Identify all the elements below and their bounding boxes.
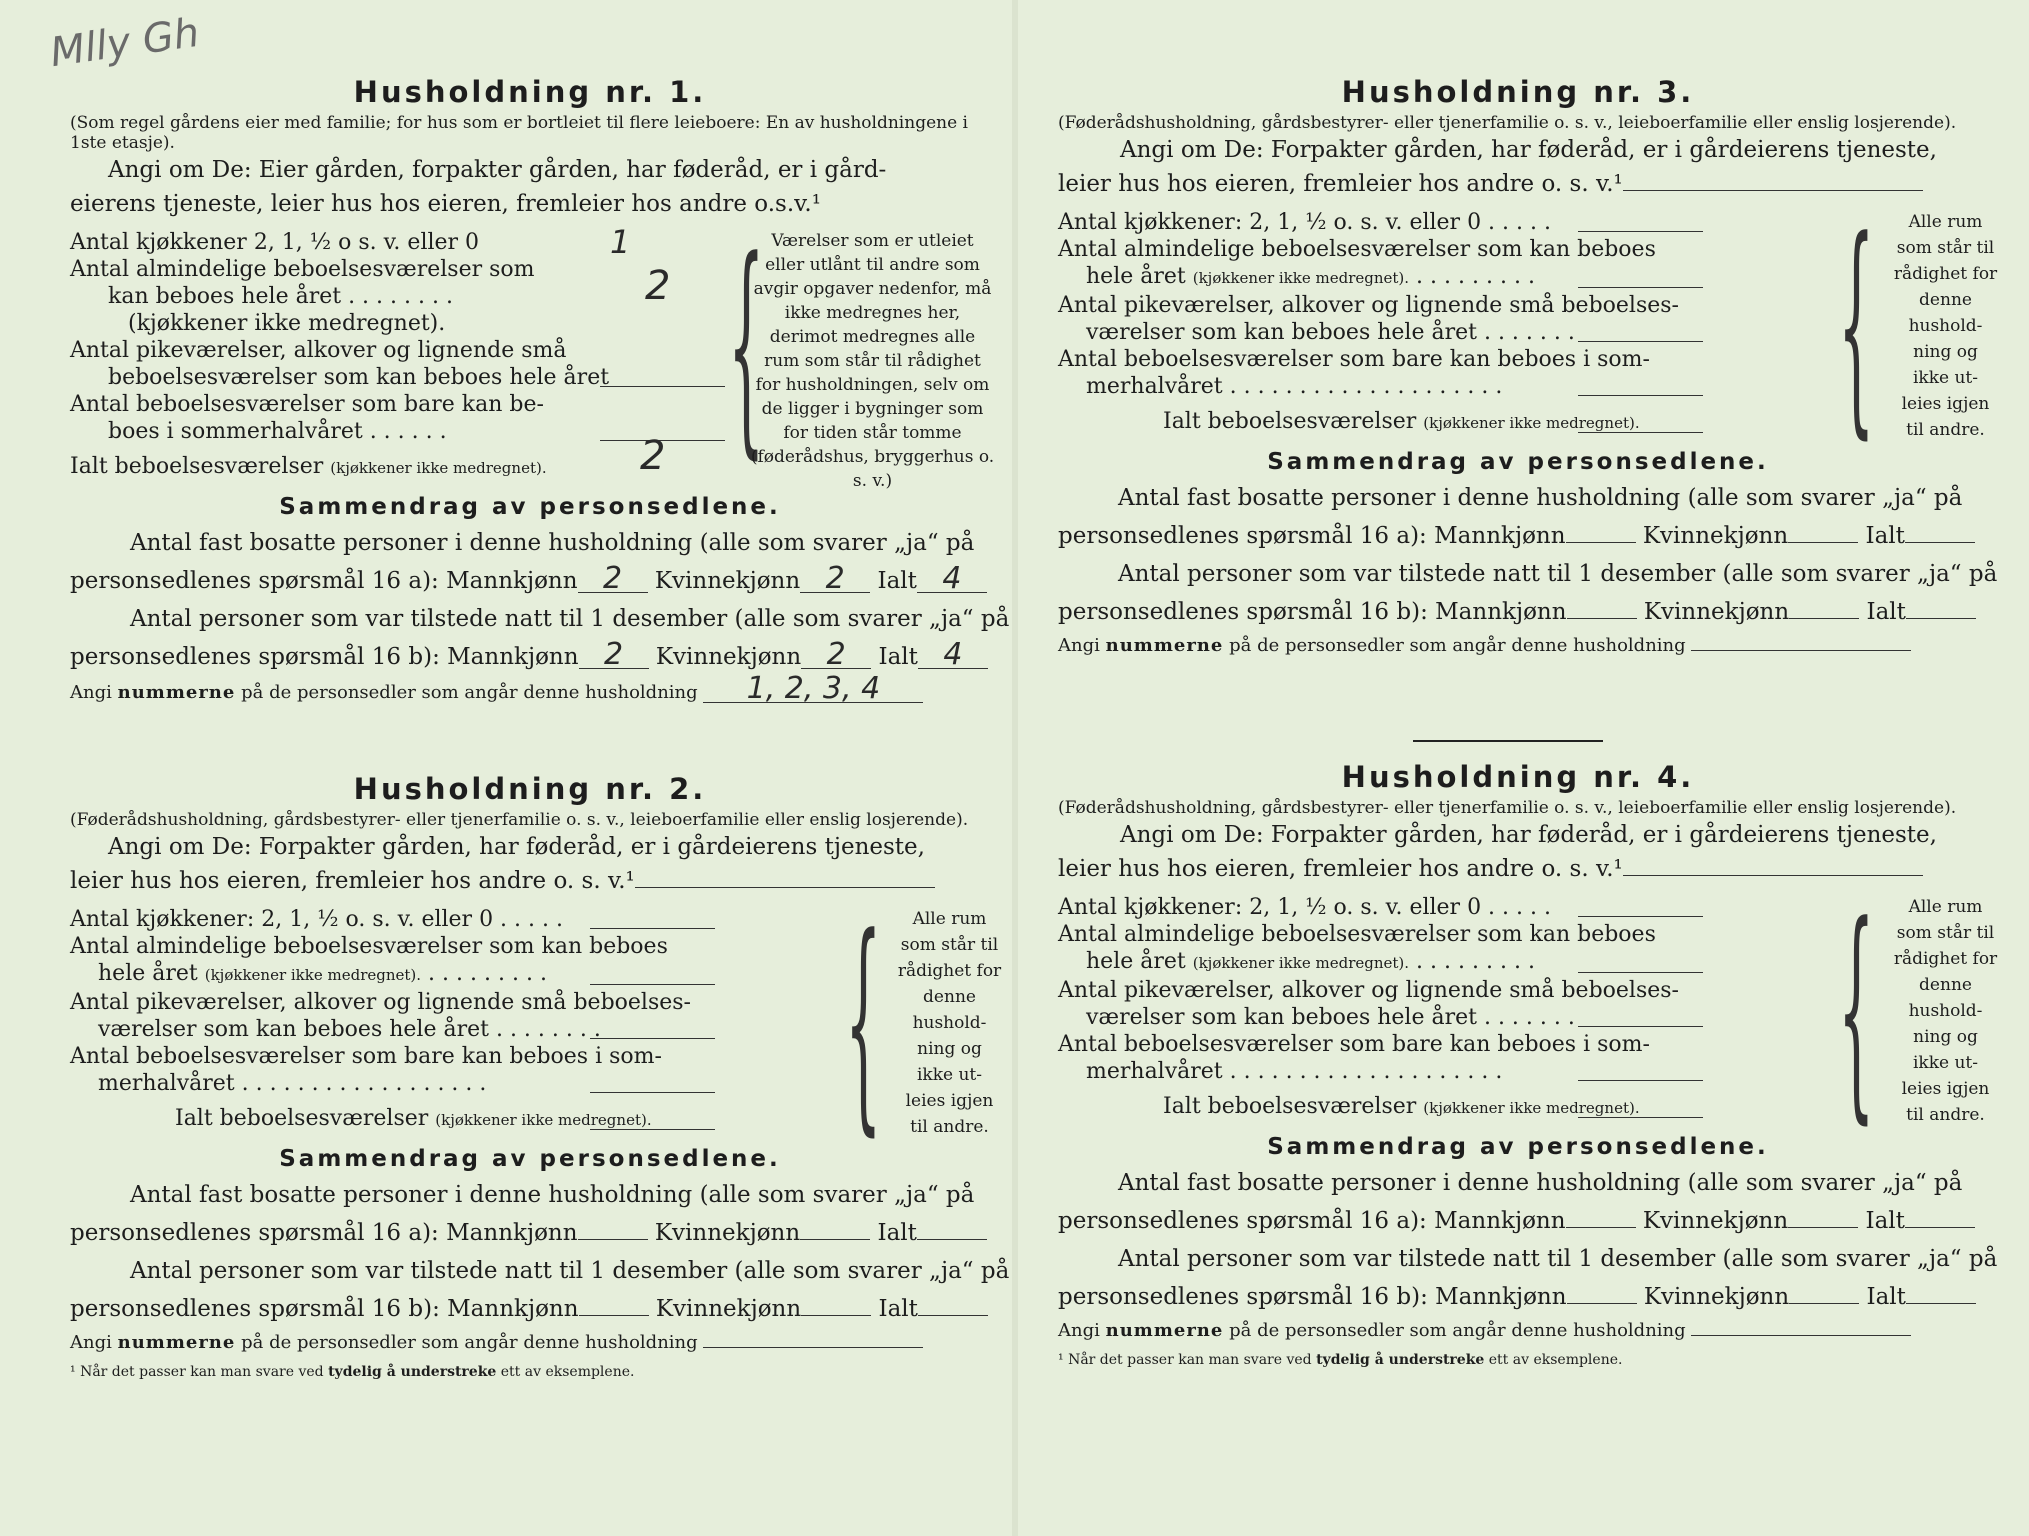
h3-present-answers: personsedlenes spørsmål 16 b): Mannkjønn Kvinnekjønn Ialt bbox=[1058, 593, 1978, 631]
h1-resident-answers: personsedlenes spørsmål 16 a): Mannkjønn 2 Kvinnekjønn 2 Ialt 4 bbox=[70, 562, 990, 600]
h2-numbers-value[interactable] bbox=[703, 1347, 923, 1348]
h4-present-male[interactable] bbox=[1567, 1303, 1637, 1304]
h3-total-rooms: Ialt beboelsesværelser (kjøkkener ikke medregnet). bbox=[1058, 408, 1698, 437]
brace: { bbox=[845, 889, 882, 1156]
h4-numbers-value[interactable] bbox=[1691, 1335, 1911, 1336]
h2-kitchens: Antal kjøkkener: 2, 1, ½ o. s. v. eller 0 . . . . . bbox=[70, 906, 710, 933]
brace: { bbox=[1838, 192, 1875, 459]
brace: { bbox=[728, 212, 765, 479]
h3-summer-rooms: Antal beboelsesværelser som bare kan beboes i som- bbox=[1058, 347, 1650, 372]
h2-present-female[interactable] bbox=[801, 1315, 871, 1316]
h4-present-total[interactable] bbox=[1906, 1303, 1976, 1304]
h3-summer-rooms-cont: merhalvåret . . . . . . . . . . . . . . . . . . . . bbox=[1058, 373, 1698, 400]
household-3-angi-cont: leier hus hos eieren, fremleier hos andre o. s. v.¹ bbox=[1058, 167, 1978, 201]
h1-resident-question: Antal fast bosatte personer i denne husholdning (alle som svarer „ja“ på bbox=[130, 530, 975, 556]
h2-ordinary-rooms-cont: hele året (kjøkkener ikke medregnet). . . . . . . . . . bbox=[70, 960, 710, 989]
household-2-title: Husholdning nr. 2. bbox=[353, 772, 707, 806]
h4-resident-male[interactable] bbox=[1566, 1227, 1636, 1228]
h2-footnote: ¹ Når det passer kan man svare ved tydelig å understreke ett av eksemplene. bbox=[70, 1364, 635, 1380]
h3-small-rooms-cont: værelser som kan beboes hele året . . . . . . . bbox=[1058, 319, 1698, 346]
h4-numbers: Angi nummerne på de personsedler som angår denne husholdning bbox=[1058, 1316, 1978, 1346]
h4-footnote: ¹ Når det passer kan man svare ved tydelig å understreke ett av eksemplene. bbox=[1058, 1352, 1623, 1368]
household-1-note: (Som regel gårdens eier med familie; for hus som er bortleiet til flere leieboere: En av husholdningene i 1ste etasje). bbox=[70, 113, 968, 153]
h4-resident-answers: personsedlenes spørsmål 16 a): Mannkjønn Kvinnekjønn Ialt bbox=[1058, 1202, 1978, 1240]
household-4 bbox=[1058, 760, 1998, 1370]
h1-resident-total[interactable]: 4 bbox=[917, 566, 987, 593]
h2-resident-question: Antal fast bosatte personer i denne husholdning (alle som svarer „ja“ på bbox=[130, 1182, 975, 1208]
h1-summer-rooms-cont: boes i sommerhalvåret . . . . . . bbox=[70, 418, 720, 445]
h3-resident-female[interactable] bbox=[1788, 542, 1858, 543]
h3-summary-title: Sammendrag av personsedlene. bbox=[1267, 449, 1769, 475]
h4-kitchens: Antal kjøkkener: 2, 1, ½ o. s. v. eller 0 . . . . . bbox=[1058, 894, 1698, 921]
h3-kitchens: Antal kjøkkener: 2, 1, ½ o. s. v. eller 0 . . . . . bbox=[1058, 209, 1698, 236]
h1-resident-male[interactable]: 2 bbox=[578, 566, 648, 593]
household-1-title: Husholdning nr. 1. bbox=[353, 75, 707, 109]
section-divider bbox=[1413, 740, 1603, 742]
h1-present-male[interactable]: 2 bbox=[579, 642, 649, 669]
h2-small-rooms: Antal pikeværelser, alkover og lignende små beboelses- bbox=[70, 990, 691, 1015]
h1-small-rooms: Antal pikeværelser, alkover og lignende små bbox=[70, 338, 567, 363]
h3-side-note: Alle rum som står til rådighet for denne hushold- ning og ikke ut- leies igjen til andre. bbox=[1893, 212, 1998, 440]
h2-summer-rooms: Antal beboelsesværelser som bare kan beboes i som- bbox=[70, 1044, 662, 1069]
h2-resident-female[interactable] bbox=[800, 1239, 870, 1240]
h3-present-female[interactable] bbox=[1789, 618, 1859, 619]
household-3-rooms bbox=[1058, 192, 1998, 459]
household-4-angi-cont: leier hus hos eieren, fremleier hos andre o. s. v.¹ bbox=[1058, 852, 1978, 886]
h3-present-question: Antal personer som var tilstede natt til 1 desember (alle som svarer „ja“ på bbox=[1118, 561, 1998, 587]
h4-ordinary-rooms: Antal almindelige beboelsesværelser som kan beboes bbox=[1058, 922, 1656, 947]
h2-present-question: Antal personer som var tilstede natt til 1 desember (alle som svarer „ja“ på bbox=[130, 1258, 1010, 1284]
h2-side-note: Alle rum som står til rådighet for denne hushold- ning og ikke ut- leies igjen til andre. bbox=[897, 909, 1002, 1137]
household-2-angi: Angi om De: Forpakter gården, har føderåd, er i gårdeierens tjeneste, bbox=[108, 834, 925, 860]
h1-numbers-value[interactable]: 1, 2, 3, 4 bbox=[703, 676, 923, 703]
h3-present-male[interactable] bbox=[1567, 618, 1637, 619]
h2-total-rooms: Ialt beboelsesværelser (kjøkkener ikke medregnet). bbox=[70, 1105, 710, 1134]
h3-numbers: Angi nummerne på de personsedler som angår denne husholdning bbox=[1058, 631, 1978, 661]
household-3-angi: Angi om De: Forpakter gården, har føderåd, er i gårdeierens tjeneste, bbox=[1120, 137, 1937, 163]
h4-ordinary-rooms-cont: hele året (kjøkkener ikke medregnet). . . . . . . . . . bbox=[1058, 948, 1698, 977]
household-3-note: (Føderådshusholdning, gårdsbestyrer- eller tjenerfamilie o. s. v., leieboerfamilie eller enslig losjerende). bbox=[1058, 113, 1957, 133]
h4-present-female[interactable] bbox=[1789, 1303, 1859, 1304]
household-1-angi-cont: eierens tjeneste, leier hus hos eieren, fremleier hos andre o.s.v.¹ bbox=[70, 191, 821, 217]
h1-ordinary-rooms-cont: kan beboes hele året . . . . . . . . 2 bbox=[108, 263, 671, 309]
h1-ordinary-rooms-value: 2 bbox=[645, 263, 671, 309]
h4-summer-rooms: Antal beboelsesværelser som bare kan beboes i som- bbox=[1058, 1032, 1650, 1057]
h3-present-total[interactable] bbox=[1906, 618, 1976, 619]
h1-kitchens: Antal kjøkkener 2, 1, ½ o s. v. eller 0 1 bbox=[70, 223, 631, 261]
handwritten-signature: Mlly Gh bbox=[47, 9, 202, 77]
h1-present-question: Antal personer som var tilstede natt til 1 desember (alle som svarer „ja“ på bbox=[130, 606, 1010, 632]
h1-present-female[interactable]: 2 bbox=[801, 642, 871, 669]
h3-small-rooms: Antal pikeværelser, alkover og lignende små beboelses- bbox=[1058, 293, 1679, 318]
household-4-angi: Angi om De: Forpakter gården, har føderåd, er i gårdeierens tjeneste, bbox=[1120, 822, 1937, 848]
h1-total-rooms: Ialt beboelsesværelser (kjøkkener ikke medregnet). 2 bbox=[70, 433, 666, 479]
h2-resident-total[interactable] bbox=[917, 1239, 987, 1240]
h2-summary-title: Sammendrag av personsedlene. bbox=[279, 1146, 781, 1172]
h2-ordinary-rooms: Antal almindelige beboelsesværelser som kan beboes bbox=[70, 934, 668, 959]
brace: { bbox=[1838, 877, 1875, 1144]
h2-resident-answers: personsedlenes spørsmål 16 a): Mannkjønn Kvinnekjønn Ialt bbox=[70, 1214, 990, 1252]
household-2-angi-cont: leier hus hos eieren, fremleier hos andre o. s. v.¹ bbox=[70, 864, 990, 898]
h1-total-rooms-value: 2 bbox=[640, 433, 666, 479]
h1-resident-female[interactable]: 2 bbox=[800, 566, 870, 593]
h4-side-note: Alle rum som står til rådighet for denne hushold- ning og ikke ut- leies igjen til andre. bbox=[1893, 897, 1998, 1125]
h4-present-question: Antal personer som var tilstede natt til 1 desember (alle som svarer „ja“ på bbox=[1118, 1246, 1998, 1272]
h4-resident-female[interactable] bbox=[1788, 1227, 1858, 1228]
h1-small-rooms-cont: beboelsesværelser som kan beboes hele året bbox=[70, 364, 720, 391]
h2-numbers: Angi nummerne på de personsedler som angår denne husholdning bbox=[70, 1328, 990, 1358]
h4-resident-total[interactable] bbox=[1905, 1227, 1975, 1228]
h2-present-answers: personsedlenes spørsmål 16 b): Mannkjønn Kvinnekjønn Ialt bbox=[70, 1290, 990, 1328]
h4-present-answers: personsedlenes spørsmål 16 b): Mannkjønn Kvinnekjønn Ialt bbox=[1058, 1278, 1978, 1316]
h3-ordinary-rooms-cont: hele året (kjøkkener ikke medregnet). . . . . . . . . . bbox=[1058, 263, 1698, 292]
household-4-title: Husholdning nr. 4. bbox=[1341, 760, 1695, 794]
h3-resident-male[interactable] bbox=[1566, 542, 1636, 543]
household-2-note: (Føderådshusholdning, gårdsbestyrer- eller tjenerfamilie o. s. v., leieboerfamilie eller enslig losjerende). bbox=[70, 810, 969, 830]
h3-resident-total[interactable] bbox=[1905, 542, 1975, 543]
h3-resident-question: Antal fast bosatte personer i denne husholdning (alle som svarer „ja“ på bbox=[1118, 485, 1963, 511]
h4-total-rooms: Ialt beboelsesværelser (kjøkkener ikke medregnet). bbox=[1058, 1093, 1698, 1122]
h4-summer-rooms-cont: merhalvåret . . . . . . . . . . . . . . . . . . . . bbox=[1058, 1058, 1698, 1085]
h1-summary-title: Sammendrag av personsedlene. bbox=[279, 494, 781, 520]
h2-small-rooms-cont: værelser som kan beboes hele året . . . . . . . . bbox=[70, 1016, 710, 1043]
household-1 bbox=[70, 75, 1010, 708]
h4-resident-question: Antal fast bosatte personer i denne husholdning (alle som svarer „ja“ på bbox=[1118, 1170, 1963, 1196]
h1-kitchens-value: 1 bbox=[610, 223, 631, 261]
h3-numbers-value[interactable] bbox=[1691, 650, 1911, 651]
center-fold bbox=[1012, 0, 1018, 1536]
household-2 bbox=[70, 772, 1010, 1382]
left-page bbox=[70, 0, 1010, 1536]
household-1-rooms bbox=[70, 212, 995, 491]
h2-present-male[interactable] bbox=[579, 1315, 649, 1316]
h1-present-answers: personsedlenes spørsmål 16 b): Mannkjønn 2 Kvinnekjønn 2 Ialt 4 bbox=[70, 638, 990, 676]
h4-summary-title: Sammendrag av personsedlene. bbox=[1267, 1134, 1769, 1160]
h1-ordinary-rooms: Antal almindelige beboelsesværelser som bbox=[70, 257, 535, 282]
h1-present-total[interactable]: 4 bbox=[918, 642, 988, 669]
h1-summer-rooms: Antal beboelsesværelser som bare kan be- bbox=[70, 392, 544, 417]
household-3-title: Husholdning nr. 3. bbox=[1341, 75, 1695, 109]
h1-side-note: Værelser som er utleiet eller utlånt til andre som avgir opgaver nedenfor, må ikke medregnes her, derimot medregnes alle rum som står til rådighet for husholdningen, selv om de ligger i bygninger som for tiden står tomme (føderådshus, bryggerhus o. s. v.) bbox=[750, 231, 995, 491]
household-4-rooms bbox=[1058, 877, 1998, 1144]
h2-summer-rooms-cont: merhalvåret . . . . . . . . . . . . . . . . . . bbox=[70, 1070, 710, 1097]
h3-ordinary-rooms: Antal almindelige beboelsesværelser som kan beboes bbox=[1058, 237, 1656, 262]
h4-small-rooms-cont: værelser som kan beboes hele året . . . . . . . bbox=[1058, 1004, 1698, 1031]
household-2-rooms bbox=[70, 889, 1002, 1156]
household-1-angi: Angi om De: Eier gården, forpakter gården, har føderåd, er i gård- bbox=[108, 157, 887, 183]
h4-small-rooms: Antal pikeværelser, alkover og lignende små beboelses- bbox=[1058, 978, 1679, 1003]
h1-numbers: Angi nummerne på de personsedler som angår denne husholdning 1, 2, 3, 4 bbox=[70, 676, 990, 708]
h2-resident-male[interactable] bbox=[578, 1239, 648, 1240]
household-3 bbox=[1058, 75, 1998, 661]
right-page bbox=[1058, 0, 1998, 1536]
h2-present-total[interactable] bbox=[918, 1315, 988, 1316]
household-4-note: (Føderådshusholdning, gårdsbestyrer- eller tjenerfamilie o. s. v., leieboerfamilie eller enslig losjerende). bbox=[1058, 798, 1957, 818]
h3-resident-answers: personsedlenes spørsmål 16 a): Mannkjønn Kvinnekjønn Ialt bbox=[1058, 517, 1978, 555]
h1-ordinary-rooms-note: (kjøkkener ikke medregnet). bbox=[128, 311, 446, 336]
